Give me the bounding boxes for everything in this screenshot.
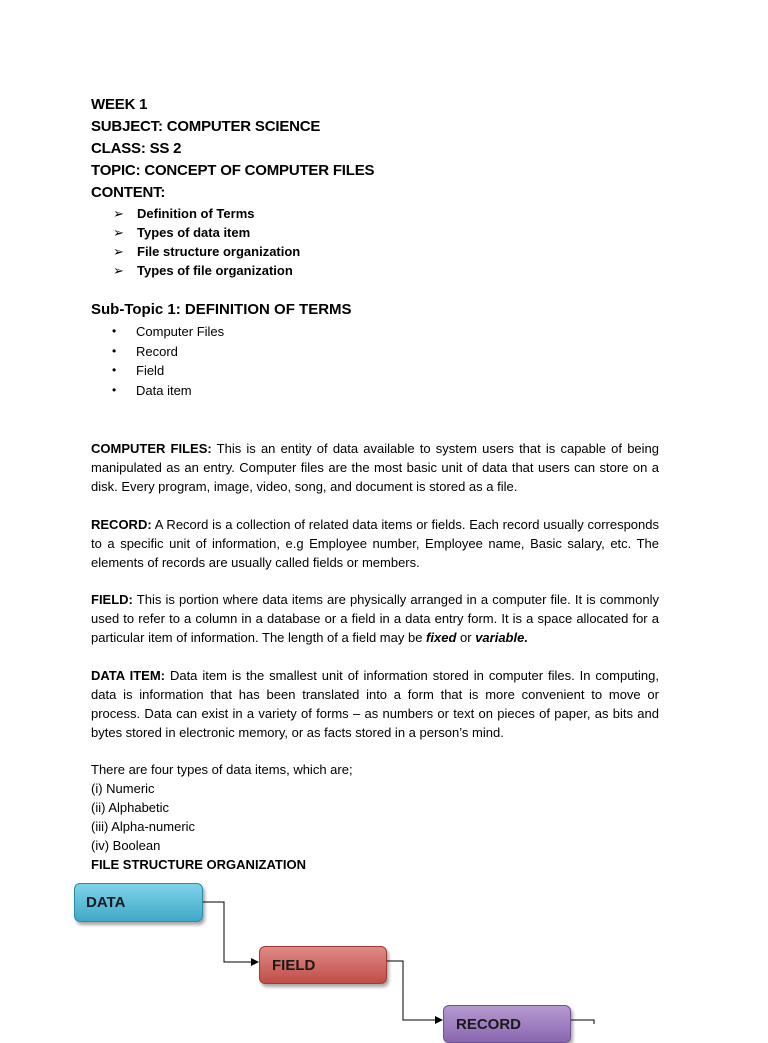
- fixed-word: fixed: [426, 630, 457, 645]
- dot-bullet-icon: •: [112, 383, 117, 398]
- content-list: [91, 204, 691, 280]
- lesson-header: [91, 94, 691, 280]
- type-item: (iv) Boolean: [91, 838, 161, 853]
- diagram-box-record: RECORD: [443, 1005, 571, 1043]
- record-text: A Record is a collection of related data items or fields. Each record usually corresponds to a specific unit of information, e.g Employee number, Employee name, Basic salary, etc. The elements of records are usually called fields or members.: [91, 517, 659, 570]
- subtopic-item-label: Data item: [136, 383, 192, 399]
- variable-word: variable.: [475, 630, 528, 645]
- data-item-text: Data item is the smallest unit of information stored in computer files. In computing, data is information that has been translated into a form that is more convenient to move or process. Data can exist in a variety of forms – as numbers or text on pieces of paper, as bits and bytes stored in electronic memory, or as facts stored in a person’s mind.: [91, 668, 659, 740]
- data-item-types: [91, 760, 353, 874]
- subtopic-item-label: Field: [136, 363, 165, 379]
- content-item-label: Types of data item: [137, 225, 251, 240]
- field-text: This is portion where data items are physically arranged in a computer file. It is commonly used to refer to a column in a database or a field in a data entry form. It is a space allocated for a particular item of information. The length of a field may be: [91, 592, 659, 645]
- record-paragraph: [91, 515, 659, 572]
- content-item: [113, 223, 691, 242]
- class-line: CLASS: SS 2: [91, 140, 182, 157]
- type-item: (ii) Alphabetic: [91, 800, 170, 815]
- data-item-paragraph: [91, 666, 659, 742]
- computer-files-term: COMPUTER FILES:: [91, 441, 212, 456]
- subtopic-item-label: Computer Files: [136, 324, 225, 339]
- computer-files-paragraph: [91, 439, 659, 496]
- subtopic-item: [112, 322, 224, 342]
- dot-bullet-icon: •: [112, 363, 117, 378]
- subtopic-list: [112, 322, 224, 401]
- connector-field-record: [387, 961, 442, 1020]
- arrow-bullet-icon: ➢: [113, 263, 124, 278]
- arrow-bullet-icon: ➢: [113, 225, 124, 240]
- subject-line: SUBJECT: COMPUTER SCIENCE: [91, 118, 321, 135]
- diagram-box-field: FIELD: [259, 946, 387, 984]
- diagram-box-data: DATA: [74, 883, 203, 922]
- content-item-label: Types of file organization: [137, 263, 293, 278]
- field-term: FIELD:: [91, 592, 133, 607]
- content-item-label: File structure organization: [137, 244, 301, 259]
- topic-line: TOPIC: CONCEPT OF COMPUTER FILES: [91, 162, 375, 179]
- content-heading: CONTENT:: [91, 184, 166, 201]
- type-item: (iii) Alpha-numeric: [91, 819, 196, 834]
- content-item: [113, 242, 691, 261]
- dot-bullet-icon: •: [112, 343, 117, 358]
- content-item: [113, 261, 691, 280]
- subtopic-item-label: Record: [136, 343, 178, 359]
- subtopic-item: [112, 361, 224, 381]
- computer-files-text: This is an entity of data available to system users that is capable of being manipulated as an entry. Computer files are the most basic unit of data that users can store on a disk. Every program, image, video, song, and document is stored as a file.: [91, 441, 659, 494]
- dot-bullet-icon: •: [112, 324, 117, 338]
- subtopic-item: [112, 381, 224, 401]
- arrow-bullet-icon: ➢: [113, 244, 124, 259]
- content-item: [113, 204, 691, 223]
- record-term: RECORD:: [91, 517, 152, 532]
- field-paragraph: [91, 590, 659, 647]
- subtopic-item: [112, 342, 224, 362]
- connector-record-next: [571, 1020, 594, 1024]
- connector-data-field: [203, 902, 258, 962]
- week-line: WEEK 1: [91, 96, 148, 113]
- subtopic-title: Sub-Topic 1: DEFINITION OF TERMS: [91, 301, 352, 318]
- file-structure-heading: FILE STRUCTURE ORGANIZATION: [91, 857, 306, 872]
- type-item: (i) Numeric: [91, 781, 155, 796]
- or-word: or: [456, 630, 476, 645]
- content-item-label: Definition of Terms: [137, 206, 255, 221]
- arrow-bullet-icon: ➢: [113, 206, 124, 221]
- data-item-term: DATA ITEM:: [91, 668, 166, 683]
- types-intro: There are four types of data items, which are;: [91, 762, 353, 777]
